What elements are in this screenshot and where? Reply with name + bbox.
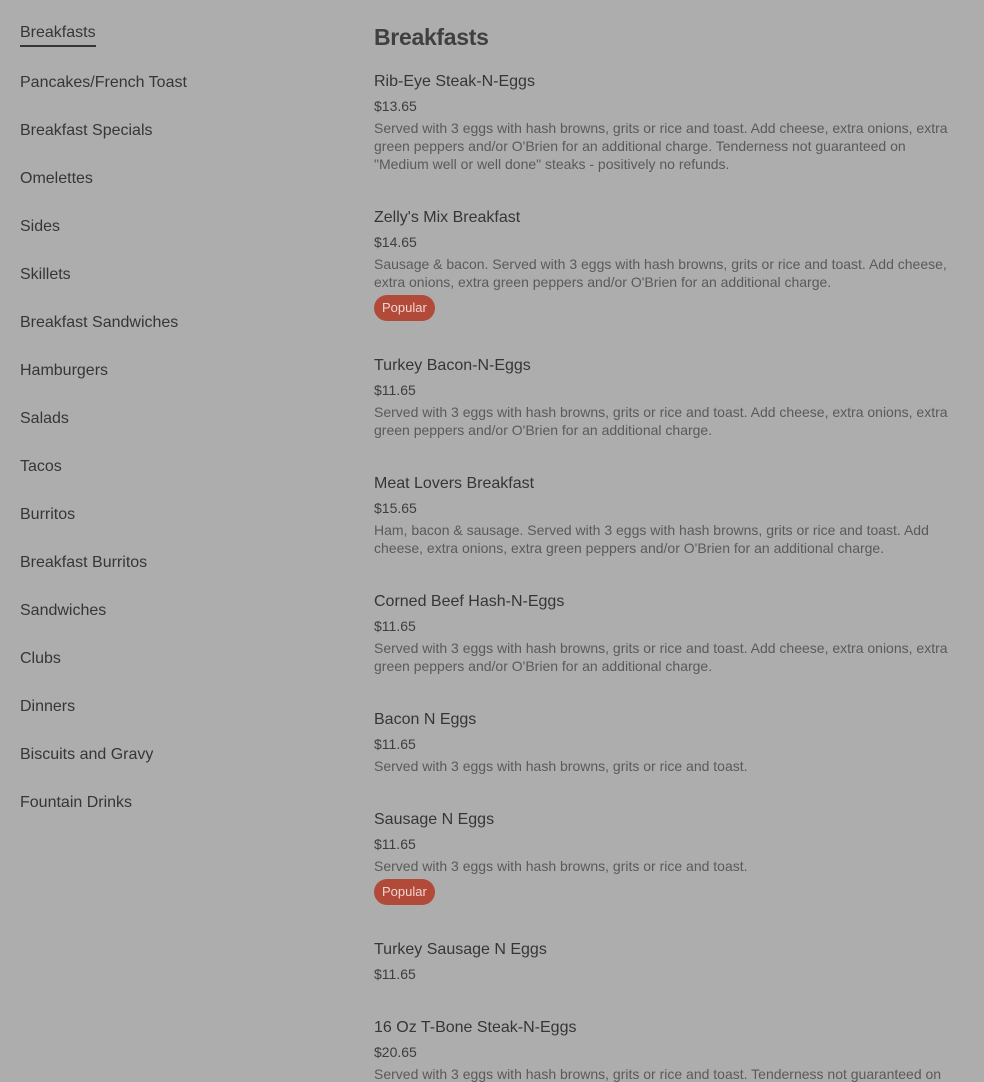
category-link-omelettes[interactable]: Omelettes bbox=[20, 170, 93, 187]
item-name: Meat Lovers Breakfast bbox=[374, 475, 535, 492]
category-link-pancakes-french-toast[interactable]: Pancakes/French Toast bbox=[20, 74, 187, 91]
item-name: 16 Oz T-Bone Steak-N-Eggs bbox=[374, 1019, 577, 1036]
popular-badge: Popular bbox=[374, 295, 435, 321]
item-price: $11.65 bbox=[374, 382, 416, 398]
category-link-salads[interactable]: Salads bbox=[20, 410, 69, 427]
category-link-breakfast-specials[interactable]: Breakfast Specials bbox=[20, 122, 153, 139]
category-link-burritos[interactable]: Burritos bbox=[20, 506, 76, 523]
item-price: $15.65 bbox=[374, 500, 417, 516]
category-link-sides[interactable]: Sides bbox=[20, 218, 61, 235]
category-link-sandwiches[interactable]: Sandwiches bbox=[20, 602, 107, 619]
category-link-breakfast-sandwiches[interactable]: Breakfast Sandwiches bbox=[20, 314, 179, 331]
item-description: Served with 3 eggs with hash browns, grits or rice and toast. Add cheese, extra onions, extra green peppers and/or O'Brien for an additional charge. bbox=[374, 640, 948, 674]
popular-badge: Popular bbox=[374, 879, 435, 905]
item-name: Turkey Bacon-N-Eggs bbox=[374, 357, 531, 374]
item-price: $13.65 bbox=[374, 98, 417, 114]
item-price: $11.65 bbox=[374, 966, 416, 982]
menu-item-zellys-mix-breakfast[interactable] bbox=[374, 207, 964, 321]
item-description: Served with 3 eggs with hash browns, grits or rice and toast. Add cheese, extra onions, extra green peppers and/or O'Brien for an additional charge. bbox=[374, 404, 948, 438]
category-link-fountain-drinks[interactable]: Fountain Drinks bbox=[20, 794, 133, 811]
menu-item-turkey-sausage-n-eggs[interactable] bbox=[374, 939, 964, 983]
item-name: Zelly's Mix Breakfast bbox=[374, 209, 521, 226]
item-description: Served with 3 eggs with hash browns, grits or rice and toast. bbox=[374, 858, 748, 874]
category-link-skillets[interactable]: Skillets bbox=[20, 266, 71, 283]
section-title: Breakfasts bbox=[374, 24, 489, 50]
item-description: Served with 3 eggs with hash browns, grits or rice and toast. Add cheese, extra onions, extra green peppers and/or O'Brien for an additional charge. Tenderness not guaranteed on "Medium well or well done" steaks - positively no refunds. bbox=[374, 120, 948, 172]
category-link-biscuits-and-gravy[interactable]: Biscuits and Gravy bbox=[20, 746, 154, 763]
category-link-tacos[interactable]: Tacos bbox=[20, 458, 62, 475]
item-price: $14.65 bbox=[374, 234, 417, 250]
item-name: Turkey Sausage N Eggs bbox=[374, 941, 547, 958]
item-description: Sausage & bacon. Served with 3 eggs with hash browns, grits or rice and toast. Add cheese, extra onions, extra green peppers and/or O'Brien for an additional charge. bbox=[374, 256, 947, 290]
menu-item-meat-lovers-breakfast[interactable] bbox=[374, 473, 964, 557]
item-description: Served with 3 eggs with hash browns, grits or rice and toast. Tenderness not guaranteed on bbox=[374, 1066, 942, 1082]
category-link-breakfasts[interactable]: Breakfasts bbox=[20, 22, 96, 47]
category-link-dinners[interactable]: Dinners bbox=[20, 698, 76, 715]
item-description: Ham, bacon & sausage. Served with 3 eggs with hash browns, grits or rice and toast. Add cheese, extra onions, extra green peppers and/or O'Brien for an additional charge. bbox=[374, 522, 929, 556]
menu-item-sausage-n-eggs[interactable] bbox=[374, 809, 964, 905]
item-name: Bacon N Eggs bbox=[374, 711, 477, 728]
item-name: Rib-Eye Steak-N-Eggs bbox=[374, 73, 535, 90]
menu-item-16-oz-t-bone-steak-n-eggs[interactable] bbox=[374, 1017, 964, 1082]
item-description: Served with 3 eggs with hash browns, grits or rice and toast. bbox=[374, 758, 748, 774]
menu-item-turkey-bacon-n-eggs[interactable] bbox=[374, 355, 964, 439]
item-price: $11.65 bbox=[374, 836, 416, 852]
item-price: $20.65 bbox=[374, 1044, 417, 1060]
item-price: $11.65 bbox=[374, 736, 416, 752]
category-link-breakfast-burritos[interactable]: Breakfast Burritos bbox=[20, 554, 148, 571]
item-price: $11.65 bbox=[374, 618, 416, 634]
menu-item-corned-beef-hash-n-eggs[interactable] bbox=[374, 591, 964, 675]
category-link-clubs[interactable]: Clubs bbox=[20, 650, 61, 667]
item-name: Corned Beef Hash-N-Eggs bbox=[374, 593, 565, 610]
menu-item-bacon-n-eggs[interactable] bbox=[374, 709, 964, 775]
category-link-hamburgers[interactable]: Hamburgers bbox=[20, 362, 109, 379]
item-name: Sausage N Eggs bbox=[374, 811, 495, 828]
menu-item-rib-eye-steak-n-eggs[interactable] bbox=[374, 71, 964, 173]
